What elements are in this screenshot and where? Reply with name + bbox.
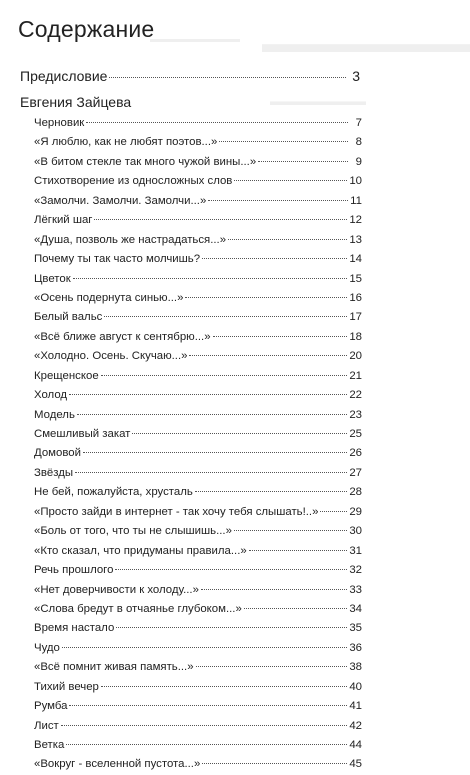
bleed-through-decoration: ▬▬▬▬▬▬▬▬▬ xyxy=(150,34,240,45)
entry-page-number: 42 xyxy=(349,719,362,732)
entry-page-number: 16 xyxy=(349,291,362,304)
entry-page-number: 12 xyxy=(349,214,362,227)
toc-entry[interactable] xyxy=(34,444,362,463)
dot-leader xyxy=(69,705,347,706)
toc-entry[interactable] xyxy=(34,464,362,483)
toc-entry[interactable] xyxy=(34,250,362,269)
toc-entry[interactable] xyxy=(34,367,362,386)
dot-leader xyxy=(219,141,348,142)
toc-entry[interactable] xyxy=(34,542,362,561)
dot-leader xyxy=(196,666,348,667)
toc-entry[interactable] xyxy=(34,192,362,211)
entry-page-number: 34 xyxy=(349,602,362,615)
toc-entry[interactable] xyxy=(34,717,362,736)
toc-entry[interactable] xyxy=(34,755,362,774)
toc-entry[interactable] xyxy=(34,425,362,444)
toc-entry[interactable] xyxy=(34,347,362,366)
dot-leader xyxy=(109,77,346,78)
toc-entry[interactable] xyxy=(34,270,362,289)
entry-title: Звёзды xyxy=(34,466,74,479)
dot-leader xyxy=(234,180,347,181)
toc-entry[interactable] xyxy=(34,678,362,697)
entry-page-number: 41 xyxy=(349,700,362,713)
entry-title: «Слова бредут в отчаянье глубоком...» xyxy=(34,602,242,615)
dot-leader xyxy=(101,375,348,376)
entry-title: Лёгкий шаг xyxy=(34,214,93,227)
dot-leader xyxy=(116,627,347,628)
dot-leader xyxy=(75,472,347,473)
author-heading: Евгения Зайцева xyxy=(20,94,132,110)
toc-entry[interactable] xyxy=(34,600,362,619)
toc-entry[interactable] xyxy=(34,308,362,327)
dot-leader xyxy=(202,258,347,259)
dot-leader xyxy=(185,297,347,298)
entry-page-number: 18 xyxy=(349,330,362,343)
toc-entry[interactable] xyxy=(34,231,362,250)
dot-leader xyxy=(201,589,347,590)
toc-entry[interactable] xyxy=(34,736,362,755)
dot-leader xyxy=(86,122,348,123)
preface-page-number: 3 xyxy=(352,68,360,84)
entry-title: Смешливый закат xyxy=(34,428,131,440)
preface-title: Предисловие xyxy=(20,68,108,84)
dot-leader xyxy=(61,725,348,726)
toc-entry[interactable] xyxy=(34,172,362,191)
entry-title: Модель xyxy=(34,408,75,421)
toc-entry[interactable] xyxy=(34,406,362,425)
entry-title: Холод xyxy=(34,389,68,402)
entry-title: «Нет доверчивости к холоду...» xyxy=(34,583,199,596)
entry-title: «Всё ближе август к сентябрю...» xyxy=(34,330,211,343)
entry-title: «Просто зайди в интернет - так хочу тебя слышать!..» xyxy=(34,505,319,518)
entry-title: Белый вальс xyxy=(34,311,103,324)
entry-title: Лист xyxy=(34,719,59,732)
dot-leader xyxy=(244,608,348,609)
dot-leader xyxy=(115,569,347,570)
bleed-through-decoration: ▬▬▬▬▬▬▬▬ xyxy=(262,28,470,58)
toc-entry[interactable] xyxy=(34,211,362,230)
entry-page-number: 38 xyxy=(349,661,362,674)
dot-leader xyxy=(66,744,347,745)
entry-title: «Всё помнит живая память...» xyxy=(34,661,194,674)
dot-leader xyxy=(104,316,347,317)
entry-page-number: 26 xyxy=(349,447,362,460)
entry-page-number: 44 xyxy=(349,739,362,751)
dot-leader xyxy=(69,394,347,395)
entry-page-number: 14 xyxy=(349,253,362,266)
entry-title: Цветок xyxy=(34,272,71,285)
page-title: Содержание xyxy=(18,16,155,42)
toc-entry[interactable] xyxy=(34,289,362,308)
toc-entry[interactable] xyxy=(34,386,362,405)
entry-page-number: 10 xyxy=(349,175,362,188)
toc-entry[interactable] xyxy=(34,658,362,677)
toc-list xyxy=(34,114,362,775)
entry-page-number: 35 xyxy=(349,622,362,635)
entry-page-number: 33 xyxy=(349,583,362,596)
entry-title: Не бей, пожалуйста, хрусталь xyxy=(34,486,193,499)
entry-title: Румба xyxy=(34,700,68,713)
entry-title: Крещенское xyxy=(34,369,99,382)
toc-entry[interactable] xyxy=(34,114,362,133)
dot-leader xyxy=(208,200,348,201)
dot-leader xyxy=(258,161,348,162)
toc-entry[interactable] xyxy=(34,619,362,638)
entry-page-number: 15 xyxy=(349,272,362,285)
entry-page-number: 8 xyxy=(355,136,362,149)
entry-title: Черновик xyxy=(34,117,85,129)
entry-page-number: 11 xyxy=(350,194,362,207)
dot-leader xyxy=(189,355,347,356)
bleed-through-decoration: ▬▬▬▬▬▬▬▬ xyxy=(270,94,366,108)
entry-page-number: 32 xyxy=(349,564,362,577)
entry-page-number: 21 xyxy=(349,369,362,382)
entry-page-number: 17 xyxy=(349,311,362,324)
entry-page-number: 40 xyxy=(349,680,362,693)
entry-title: Домовой xyxy=(34,447,81,460)
dot-leader xyxy=(83,452,347,453)
toc-entry[interactable] xyxy=(34,697,362,716)
entry-title: «Замолчи. Замолчи. Замолчи...» xyxy=(34,194,207,207)
entry-title: «В битом стекле так много чужой вины...» xyxy=(34,155,257,168)
dot-leader xyxy=(195,491,348,492)
dot-leader xyxy=(320,511,347,512)
entry-title: Чудо xyxy=(34,641,60,654)
entry-page-number: 29 xyxy=(349,505,362,518)
entry-page-number: 9 xyxy=(355,155,362,168)
toc-entry[interactable] xyxy=(34,503,362,522)
entry-title: Ветка xyxy=(34,739,65,751)
entry-page-number: 23 xyxy=(349,408,362,421)
entry-page-number: 45 xyxy=(349,758,362,771)
entry-title: «Я люблю, как не любят поэтов...» xyxy=(34,136,218,149)
dot-leader xyxy=(228,239,347,240)
dot-leader xyxy=(132,433,347,434)
entry-title: Почему ты так часто молчишь? xyxy=(34,253,201,266)
entry-title: Время настало xyxy=(34,622,115,635)
entry-title: Стихотворение из односложных слов xyxy=(34,175,233,188)
entry-title: Речь прошлого xyxy=(34,564,114,577)
entry-page-number: 20 xyxy=(349,350,362,363)
entry-title: «Осень подернута синью...» xyxy=(34,291,184,304)
entry-page-number: 7 xyxy=(355,117,362,129)
dot-leader xyxy=(73,278,348,279)
dot-leader xyxy=(213,336,348,337)
entry-page-number: 28 xyxy=(349,486,362,499)
entry-page-number: 25 xyxy=(349,428,362,440)
toc-entry[interactable] xyxy=(34,581,362,600)
entry-title: «Холодно. Осень. Скучаю...» xyxy=(34,350,188,363)
entry-page-number: 22 xyxy=(349,389,362,402)
entry-page-number: 36 xyxy=(349,641,362,654)
toc-entry-preface[interactable] xyxy=(20,68,360,84)
toc-entry[interactable] xyxy=(34,133,362,152)
dot-leader xyxy=(249,550,348,551)
toc-entry[interactable] xyxy=(34,522,362,541)
toc-entry[interactable] xyxy=(34,153,362,172)
toc-entry[interactable] xyxy=(34,483,362,502)
dot-leader xyxy=(234,530,347,531)
toc-entry[interactable] xyxy=(34,328,362,347)
entry-page-number: 27 xyxy=(349,466,362,479)
entry-title: «Кто сказал, что придуманы правила...» xyxy=(34,544,247,557)
entry-page-number: 31 xyxy=(349,544,362,557)
dot-leader xyxy=(202,763,347,764)
entry-title: «Душа, позволь же настрадаться...» xyxy=(34,233,227,246)
dot-leader xyxy=(101,686,347,687)
dot-leader xyxy=(77,414,347,415)
dot-leader xyxy=(62,647,347,648)
entry-page-number: 30 xyxy=(349,525,362,538)
entry-title: Тихий вечер xyxy=(34,680,99,693)
entry-title: «Вокруг - вселенной пустота...» xyxy=(34,758,201,771)
entry-title: «Боль от того, что ты не слышишь...» xyxy=(34,525,232,538)
entry-page-number: 13 xyxy=(349,233,362,246)
toc-entry[interactable] xyxy=(34,561,362,580)
dot-leader xyxy=(94,219,347,220)
toc-entry[interactable] xyxy=(34,639,362,658)
